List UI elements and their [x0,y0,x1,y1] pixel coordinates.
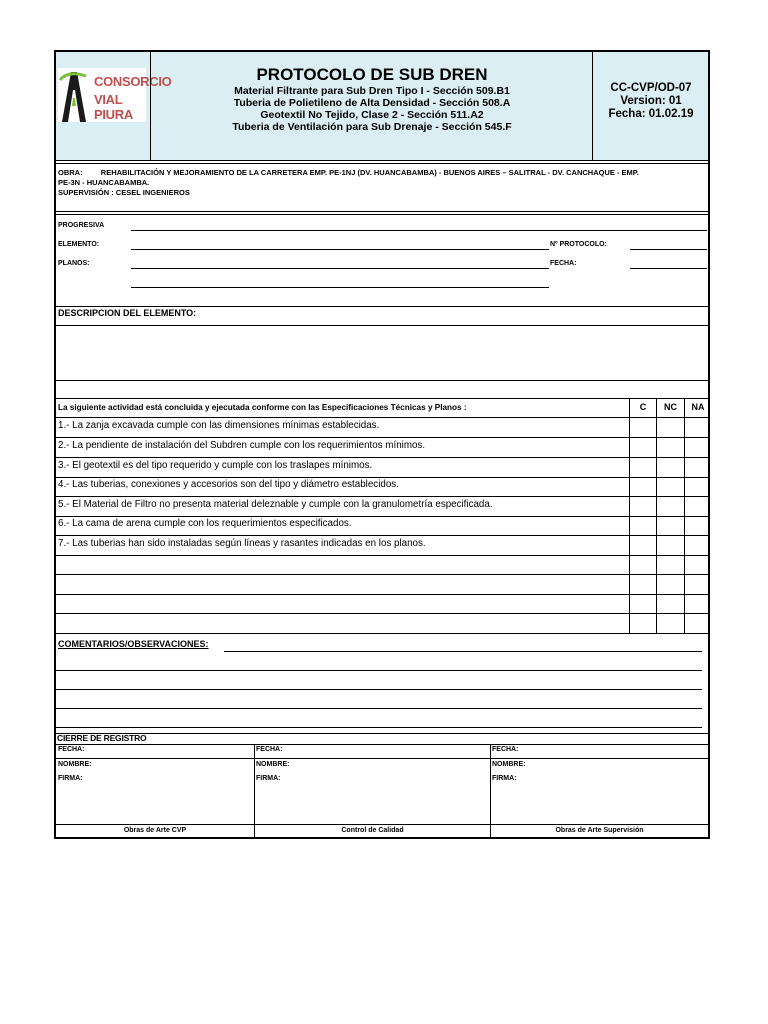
elemento-label: ELEMENTO: [58,241,100,248]
logo-line2: VIAL PIURA [94,92,133,122]
subtitle-4: Tuberia de Ventilación para Sub Drenaje - Sección 545.F [232,121,512,133]
descripcion-area[interactable] [56,326,708,380]
checkbox-column-na[interactable] [685,418,708,633]
signer-calidad: Control de Calidad [341,827,404,834]
signature-area-supervision[interactable] [491,772,708,824]
company-logo [58,68,172,122]
planos-field-2[interactable] [131,287,549,288]
descripcion-label: DESCRIPCION DEL ELEMENTO: [58,308,197,318]
cierre-firma-2: FIRMA: [256,775,281,782]
planos-field[interactable] [131,268,549,269]
check-item-2: 2.- La pendiente de instalación del Subdren cumple con los requerimientos mínimos. [58,440,426,451]
page-title: PROTOCOLO DE SUB DREN [256,65,488,84]
check-item-6: 6.- La cama de arena cumple con los requerimientos especificados. [58,518,352,529]
signature-area-cvp[interactable] [56,772,254,824]
progresiva-field[interactable] [131,230,707,231]
check-item-4: 4.- Las tuberias, conexiones y accesorios son del tipo y diámetro establecidos. [58,479,399,490]
comment-line-3[interactable] [56,689,702,690]
checkbox-column-nc[interactable] [657,418,684,633]
cierre-fecha-2: FECHA: [256,746,283,753]
protocolo-label: Nº PROTOCOLO: [550,241,607,248]
document-date: Fecha: 01.02.19 [608,108,694,120]
checkbox-column-c[interactable] [630,418,656,633]
checklist-intro: La siguiente actividad está concluida y ejecutada conforme con las Especificaciones Técnicas y Planos : [58,403,467,412]
subtitle-3: Geotextil No Tejido, Clase 2 - Sección 511.A2 [260,109,484,121]
progresiva-label: PROGRESIVA [58,222,105,229]
obra-info [58,168,706,198]
cierre-nombre-2: NOMBRE: [256,761,290,768]
comment-line-2[interactable] [56,670,702,671]
comment-line-4[interactable] [56,708,702,709]
fecha-field[interactable] [630,268,707,269]
cierre-firma-3: FIRMA: [492,775,517,782]
cierre-firma-1: FIRMA: [58,775,83,782]
elemento-field[interactable] [131,249,549,250]
col-na: NA [691,402,705,412]
comment-line-5[interactable] [56,727,702,728]
document-code-block [594,82,708,121]
protocolo-field[interactable] [630,249,707,250]
col-nc: NC [664,402,677,412]
subtitle-2: Tuberia de Polietileno de Alta Densidad - Sección 508.A [233,97,511,109]
subtitle-1: Material Filtrante para Sub Dren Tipo I - Sección 509.B1 [234,85,510,97]
cierre-fecha-3: FECHA: [492,746,519,753]
comentarios-label: COMENTARIOS/OBSERVACIONES: [58,639,209,649]
document-version: Version: 01 [620,95,682,107]
supervision-text: SUPERVISIÓN : CESEL INGENIEROS [58,188,190,197]
obra-text-2: PE-3N - HUANCABAMBA. [58,178,150,187]
road-logo-icon [58,68,90,122]
check-item-5: 5.- El Material de Filtro no presenta material deleznable y cumple con la granulometría especificada. [58,499,493,510]
comment-line-1[interactable] [224,651,702,652]
col-c: C [639,402,647,412]
cierre-title: CIERRE DE REGISTRO [57,733,147,743]
obra-text: REHABILITACIÓN Y MEJORAMIENTO DE LA CARRETERA EMP. PE-1NJ (DV. HUANCABAMBA) - BUENOS AIRES – SALITRAL - DV. CANCHAQUE - EMP. [100,168,639,177]
cierre-nombre-1: NOMBRE: [58,761,92,768]
planos-label: PLANOS: [58,260,90,267]
logo-line1: CONSORCIO [94,74,172,89]
cierre-fecha-1: FECHA: [58,746,85,753]
check-item-1: 1.- La zanja excavada cumple con las dimensiones mínimas establecidas. [58,420,380,431]
signature-area-calidad[interactable] [255,772,490,824]
obra-label: OBRA: [58,168,83,177]
cierre-nombre-3: NOMBRE: [492,761,526,768]
check-item-3: 3.- El geotextil es del tipo requerido y cumple con los traslapes mínimos. [58,460,373,471]
protocol-form [54,50,710,839]
fecha-label: FECHA: [550,260,577,267]
document-code: CC-CVP/OD-07 [610,82,692,94]
signer-cvp: Obras de Arte CVP [123,827,187,834]
check-item-7: 7.- Las tuberias han sido instaladas según líneas y rasantes indicadas en los planos. [58,538,426,549]
signer-supervision: Obras de Arte Supervisión [555,827,644,834]
